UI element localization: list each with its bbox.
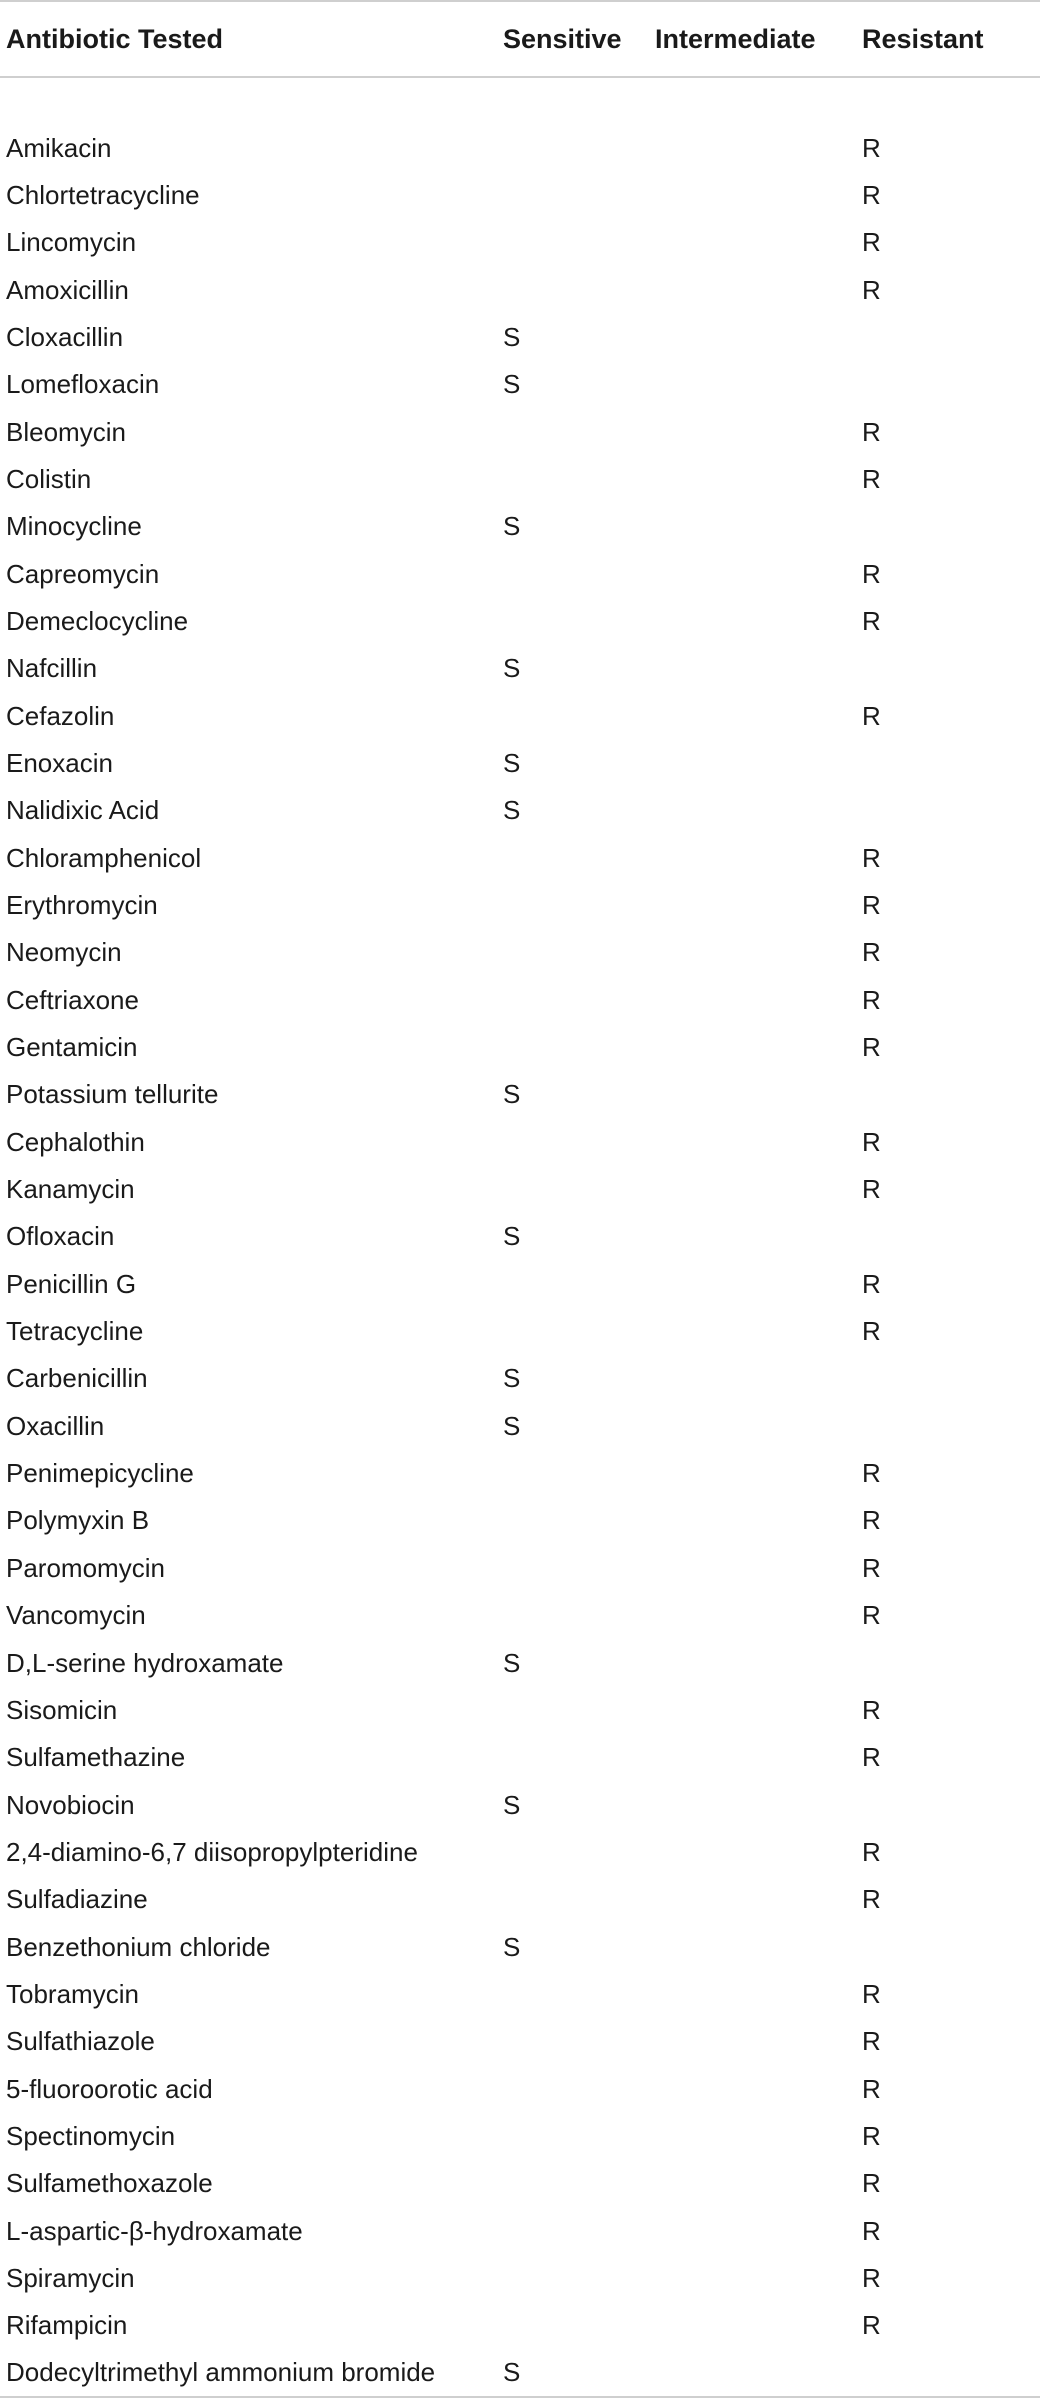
- sensitive-cell: S: [503, 795, 521, 826]
- intermediate-cell: [649, 835, 856, 882]
- resistant-cell: R: [862, 2168, 881, 2199]
- table-row: [0, 598, 1040, 645]
- resistant-cell: R: [862, 937, 881, 968]
- resistant-cell: R: [862, 416, 881, 447]
- antibiotic-name-cell: Tetracycline: [6, 1316, 144, 1347]
- table-row: [0, 314, 1040, 361]
- antibiotic-name-cell: L-aspartic-β-hydroxamate: [6, 2215, 303, 2246]
- intermediate-cell: [649, 2113, 856, 2160]
- intermediate-cell: [649, 1024, 856, 1071]
- resistant-cell: [856, 2350, 1040, 2397]
- sensitive-cell: [497, 1308, 649, 1355]
- sensitive-cell: [497, 1734, 649, 1781]
- sensitive-cell: S: [503, 653, 521, 684]
- resistant-cell: [856, 314, 1040, 361]
- sensitive-cell: [497, 977, 649, 1024]
- antibiotic-name-cell: Chlortetracycline: [6, 179, 200, 210]
- sensitive-cell: S: [503, 747, 521, 778]
- intermediate-cell: [649, 1308, 856, 1355]
- antibiotic-name-cell: Penimepicycline: [6, 1458, 194, 1489]
- antibiotic-name-cell: Gentamicin: [6, 1032, 138, 1063]
- antibiotic-name-cell: Kanamycin: [6, 1174, 135, 1205]
- table-row: [0, 2302, 1040, 2349]
- intermediate-cell: [649, 456, 856, 503]
- resistant-cell: [856, 1071, 1040, 1118]
- sensitive-cell: [497, 1545, 649, 1592]
- antibiotic-name-cell: Carbenicillin: [6, 1363, 148, 1394]
- intermediate-cell: [649, 1592, 856, 1639]
- antibiotic-name-cell: Spiramycin: [6, 2262, 135, 2293]
- header-antibiotic-tested: Antibiotic Tested: [0, 1, 497, 77]
- intermediate-cell: [649, 2160, 856, 2207]
- sensitive-cell: [497, 835, 649, 882]
- intermediate-cell: [649, 1497, 856, 1544]
- resistant-cell: R: [862, 1126, 881, 1157]
- intermediate-cell: [649, 1639, 856, 1686]
- intermediate-cell: [649, 882, 856, 929]
- table-row: [0, 1213, 1040, 1260]
- table-row: [0, 1071, 1040, 1118]
- intermediate-cell: [649, 1166, 856, 1213]
- table-row: [0, 1734, 1040, 1781]
- intermediate-cell: [649, 1071, 856, 1118]
- table-row: [0, 2160, 1040, 2207]
- intermediate-cell: [649, 1829, 856, 1876]
- resistant-cell: R: [862, 1268, 881, 1299]
- sensitive-cell: S: [503, 369, 521, 400]
- intermediate-cell: [649, 2350, 856, 2397]
- table-row: [0, 2350, 1040, 2397]
- table-row: [0, 550, 1040, 597]
- resistant-cell: R: [862, 2215, 881, 2246]
- sensitive-cell: [497, 1829, 649, 1876]
- table-row: [0, 266, 1040, 313]
- antibiotic-name-cell: Polymyxin B: [6, 1505, 150, 1536]
- intermediate-cell: [649, 1355, 856, 1402]
- resistant-cell: R: [862, 274, 881, 305]
- antibiotic-name-cell: Cloxacillin: [6, 321, 124, 352]
- resistant-cell: R: [862, 463, 881, 494]
- intermediate-cell: [649, 1876, 856, 1923]
- intermediate-cell: [649, 1734, 856, 1781]
- table-row: [0, 1450, 1040, 1497]
- resistant-cell: [856, 740, 1040, 787]
- table-row: [0, 835, 1040, 882]
- sensitive-cell: [497, 1971, 649, 2018]
- antibiotic-name-cell: 5-fluoroorotic acid: [6, 2073, 213, 2104]
- antibiotic-name-cell: Nafcillin: [6, 653, 98, 684]
- intermediate-cell: [649, 2302, 856, 2349]
- antibiotic-name-cell: Chloramphenicol: [6, 842, 202, 873]
- sensitive-cell: [497, 598, 649, 645]
- antibiotic-name-cell: Capreomycin: [6, 558, 160, 589]
- sensitive-cell: [497, 2160, 649, 2207]
- intermediate-cell: [649, 172, 856, 219]
- sensitive-cell: [497, 692, 649, 739]
- intermediate-cell: [649, 1261, 856, 1308]
- resistant-cell: R: [862, 1884, 881, 1915]
- antibiotic-name-cell: Erythromycin: [6, 890, 158, 921]
- sensitive-cell: [497, 2255, 649, 2302]
- table-row: [0, 2207, 1040, 2254]
- resistant-cell: [856, 1213, 1040, 1260]
- sensitive-cell: [497, 1592, 649, 1639]
- table-row: [0, 408, 1040, 455]
- antibiotic-name-cell: Dodecyltrimethyl ammonium bromide: [0, 2350, 497, 2397]
- resistant-cell: [856, 645, 1040, 692]
- antibiotic-name-cell: Benzethonium chloride: [6, 1931, 271, 1962]
- antibiotic-name-cell: Lomefloxacin: [6, 369, 160, 400]
- antibiotic-name-cell: Sisomicin: [6, 1694, 118, 1725]
- sensitive-cell: S: [503, 1079, 521, 1110]
- antibiotic-name-cell: Rifampicin: [6, 2310, 128, 2341]
- intermediate-cell: [649, 977, 856, 1024]
- resistant-cell: R: [862, 1174, 881, 1205]
- header-spacer-row: [0, 77, 1040, 124]
- sensitive-cell: [497, 266, 649, 313]
- sensitive-cell: [497, 1261, 649, 1308]
- table-row: [0, 219, 1040, 266]
- intermediate-cell: [649, 124, 856, 171]
- resistant-cell: [856, 1403, 1040, 1450]
- table-row: [0, 1119, 1040, 1166]
- sensitive-cell: S: [503, 1410, 521, 1441]
- resistant-cell: R: [862, 1458, 881, 1489]
- table-row: [0, 1829, 1040, 1876]
- sensitive-cell: S: [503, 1789, 521, 1820]
- table-row: [0, 503, 1040, 550]
- sensitive-cell: [497, 929, 649, 976]
- antibiotic-name-cell: Ofloxacin: [6, 1221, 115, 1252]
- intermediate-cell: [649, 1971, 856, 2018]
- table-row: [0, 124, 1040, 171]
- table-row: [0, 692, 1040, 739]
- antibiotic-name-cell: Nalidixic Acid: [6, 795, 160, 826]
- table-row: [0, 361, 1040, 408]
- table-header: [0, 1, 1040, 77]
- intermediate-cell: [649, 692, 856, 739]
- sensitive-cell: [497, 2018, 649, 2065]
- intermediate-cell: [649, 219, 856, 266]
- sensitive-cell: [497, 124, 649, 171]
- resistant-cell: R: [862, 1505, 881, 1536]
- antibiotic-name-cell: Sulfadiazine: [6, 1884, 148, 1915]
- table-row: [0, 1166, 1040, 1213]
- intermediate-cell: [649, 2065, 856, 2112]
- intermediate-cell: [649, 408, 856, 455]
- intermediate-cell: [649, 2207, 856, 2254]
- table-row: [0, 2018, 1040, 2065]
- intermediate-cell: [649, 1781, 856, 1828]
- sensitive-cell: S: [503, 1931, 521, 1962]
- antibiotic-name-cell: Oxacillin: [6, 1410, 105, 1441]
- sensitive-cell: [497, 550, 649, 597]
- resistant-cell: R: [862, 2310, 881, 2341]
- antibiotic-name-cell: Minocycline: [6, 511, 142, 542]
- resistant-cell: [856, 1781, 1040, 1828]
- table-row: [0, 1687, 1040, 1734]
- sensitive-cell: S: [497, 2350, 649, 2397]
- sensitive-cell: [497, 408, 649, 455]
- table-row: [0, 1876, 1040, 1923]
- intermediate-cell: [649, 1119, 856, 1166]
- antibiotic-name-cell: D,L-serine hydroxamate: [6, 1647, 284, 1678]
- resistant-cell: R: [862, 890, 881, 921]
- antibiotic-name-cell: 2,4-diamino-6,7 diisopropylpteridine: [6, 1836, 418, 1867]
- table-row: [0, 456, 1040, 503]
- antibiotic-name-cell: Sulfamethazine: [6, 1742, 186, 1773]
- sensitive-cell: [497, 1450, 649, 1497]
- antibiotic-name-cell: Lincomycin: [6, 227, 137, 258]
- intermediate-cell: [649, 598, 856, 645]
- table-row: [0, 1971, 1040, 2018]
- intermediate-cell: [649, 550, 856, 597]
- antibiotic-name-cell: Cefazolin: [6, 700, 115, 731]
- antibiotic-name-cell: Sulfamethoxazole: [6, 2168, 213, 2199]
- resistant-cell: R: [862, 842, 881, 873]
- table-row: [0, 1923, 1040, 1970]
- resistant-cell: R: [862, 132, 881, 163]
- antibiotic-name-cell: Paromomycin: [6, 1552, 165, 1583]
- antibiotic-name-cell: Tobramycin: [6, 1978, 139, 2009]
- table-row: [0, 1355, 1040, 1402]
- antibiotic-name-cell: Sulfathiazole: [6, 2026, 155, 2057]
- table-row: [0, 1308, 1040, 1355]
- antibiotic-name-cell: Ceftriaxone: [6, 984, 139, 1015]
- intermediate-cell: [649, 2018, 856, 2065]
- sensitive-cell: [497, 2113, 649, 2160]
- table-row: [0, 1024, 1040, 1071]
- antibiotic-name-cell: Amikacin: [6, 132, 112, 163]
- antibiotic-name-cell: Spectinomycin: [6, 2120, 176, 2151]
- intermediate-cell: [649, 1213, 856, 1260]
- table-row: [0, 1781, 1040, 1828]
- antibiotic-name-cell: Vancomycin: [6, 1600, 146, 1631]
- table-row: [0, 977, 1040, 1024]
- table-row: [0, 1545, 1040, 1592]
- sensitive-cell: [497, 2207, 649, 2254]
- sensitive-cell: [497, 882, 649, 929]
- sensitive-cell: S: [503, 1363, 521, 1394]
- resistant-cell: [856, 787, 1040, 834]
- antibiotic-name-cell: Enoxacin: [6, 747, 113, 778]
- table-row: [0, 1261, 1040, 1308]
- table-row: [0, 882, 1040, 929]
- table-row: [0, 1497, 1040, 1544]
- antibiotic-name-cell: Penicillin G: [6, 1268, 137, 1299]
- resistant-cell: R: [862, 179, 881, 210]
- header-row: [0, 1, 1040, 77]
- resistant-cell: R: [862, 1742, 881, 1773]
- table-row: [0, 740, 1040, 787]
- resistant-cell: R: [862, 1694, 881, 1725]
- table-row: [0, 929, 1040, 976]
- sensitive-cell: [497, 172, 649, 219]
- header-intermediate: Intermediate: [649, 1, 856, 77]
- resistant-cell: R: [862, 1552, 881, 1583]
- antibiotic-name-cell: Bleomycin: [6, 416, 126, 447]
- intermediate-cell: [649, 1545, 856, 1592]
- antibiotic-name-cell: Neomycin: [6, 937, 122, 968]
- resistant-cell: [856, 1923, 1040, 1970]
- resistant-cell: R: [862, 2262, 881, 2293]
- sensitive-cell: [497, 2065, 649, 2112]
- antibiotic-name-cell: Amoxicillin: [6, 274, 129, 305]
- intermediate-cell: [649, 503, 856, 550]
- intermediate-cell: [649, 1450, 856, 1497]
- header-sensitive: Sensitive: [497, 1, 649, 77]
- intermediate-cell: [649, 929, 856, 976]
- antibiotic-name-cell: Cephalothin: [6, 1126, 145, 1157]
- table-row: [0, 645, 1040, 692]
- resistant-cell: R: [862, 700, 881, 731]
- table-row: [0, 172, 1040, 219]
- sensitive-cell: S: [503, 321, 521, 352]
- intermediate-cell: [649, 314, 856, 361]
- resistant-cell: R: [862, 2120, 881, 2151]
- sensitive-cell: [497, 219, 649, 266]
- table-row: [0, 1592, 1040, 1639]
- resistant-cell: R: [862, 1978, 881, 2009]
- table-row: [0, 2255, 1040, 2302]
- sensitive-cell: [497, 1687, 649, 1734]
- intermediate-cell: [649, 1403, 856, 1450]
- table-body: [0, 77, 1040, 2397]
- intermediate-cell: [649, 1687, 856, 1734]
- resistant-cell: R: [862, 1316, 881, 1347]
- intermediate-cell: [649, 645, 856, 692]
- resistant-cell: R: [862, 1836, 881, 1867]
- antibiotic-name-cell: Potassium tellurite: [6, 1079, 219, 1110]
- sensitive-cell: [497, 1166, 649, 1213]
- sensitive-cell: S: [503, 511, 521, 542]
- sensitive-cell: [497, 1119, 649, 1166]
- resistant-cell: R: [862, 984, 881, 1015]
- intermediate-cell: [649, 266, 856, 313]
- resistant-cell: R: [862, 2073, 881, 2104]
- resistant-cell: R: [862, 1600, 881, 1631]
- table-row: [0, 2065, 1040, 2112]
- intermediate-cell: [649, 361, 856, 408]
- resistant-cell: R: [862, 1032, 881, 1063]
- intermediate-cell: [649, 1923, 856, 1970]
- resistant-cell: R: [862, 605, 881, 636]
- sensitive-cell: [497, 456, 649, 503]
- antibiotic-name-cell: Demeclocycline: [6, 605, 189, 636]
- intermediate-cell: [649, 740, 856, 787]
- intermediate-cell: [649, 2255, 856, 2302]
- intermediate-cell: [649, 787, 856, 834]
- sensitive-cell: [497, 1024, 649, 1071]
- sensitive-cell: S: [503, 1221, 521, 1252]
- resistant-cell: R: [862, 2026, 881, 2057]
- table-row: [0, 2113, 1040, 2160]
- table-row: [0, 787, 1040, 834]
- sensitive-cell: S: [503, 1647, 521, 1678]
- antibiotic-name-cell: Novobiocin: [6, 1789, 135, 1820]
- table-row: [0, 1639, 1040, 1686]
- sensitive-cell: [497, 2302, 649, 2349]
- header-resistant: Resistant: [856, 1, 1040, 77]
- resistant-cell: [856, 1639, 1040, 1686]
- resistant-cell: R: [862, 227, 881, 258]
- resistant-cell: [856, 503, 1040, 550]
- sensitive-cell: [497, 1876, 649, 1923]
- resistant-cell: [856, 1355, 1040, 1402]
- resistant-cell: [856, 361, 1040, 408]
- antibiotic-name-cell: Colistin: [6, 463, 92, 494]
- sensitive-cell: [497, 1497, 649, 1544]
- table-row: [0, 1403, 1040, 1450]
- resistant-cell: R: [862, 558, 881, 589]
